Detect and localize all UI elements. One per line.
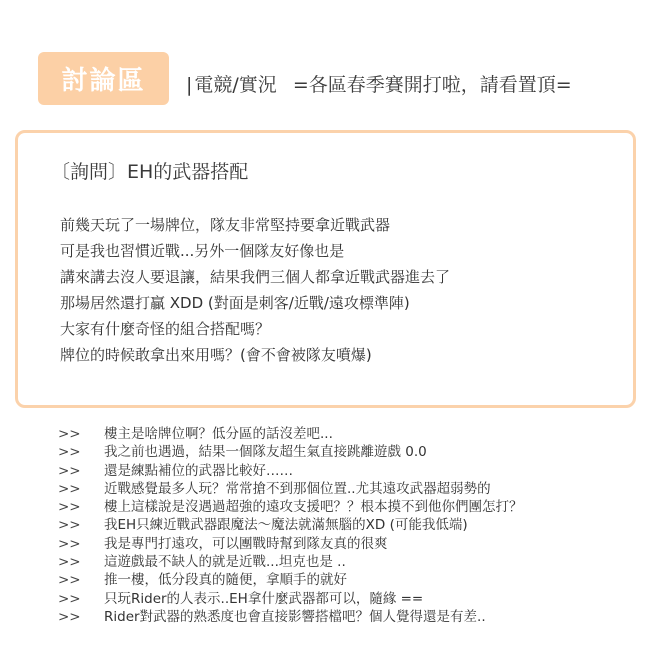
reply-marker: >>	[58, 499, 81, 516]
reply-text: 我EH只練近戰武器跟魔法～魔法就滿無腦的XD (可能我低端)	[104, 517, 468, 534]
post-body	[60, 212, 450, 368]
post-line: 大家有什麼奇怪的組合搭配嗎？	[60, 320, 271, 338]
post-line: 前幾天玩了一場牌位，隊友非常堅持要拿近戰武器	[60, 216, 391, 234]
reply-item	[58, 443, 523, 461]
reply-marker: >>	[58, 444, 81, 461]
reply-item	[58, 535, 523, 553]
reply-text: 推一樓，低分段真的隨便，拿順手的就好	[104, 572, 347, 589]
reply-text: 樓上這樣說是沒遇過超強的遠攻支援吧？？根本摸不到他你們團怎打？	[104, 499, 523, 516]
reply-marker: >>	[58, 608, 81, 625]
reply-text: 只玩Rider的人表示..EH拿什麼武器都可以，隨緣 ==	[104, 590, 424, 607]
post-title: 〔詢問〕EH的武器搭配	[51, 161, 249, 183]
reply-text: 我之前也遇過，結果一個隊友超生氣直接跳離遊戲 0.0	[104, 444, 427, 461]
reply-item	[58, 498, 523, 516]
board-category-link[interactable]: 電競/實況	[194, 74, 277, 96]
reply-item	[58, 462, 523, 480]
board-breadcrumb	[186, 70, 572, 97]
reply-text: 近戰感覺最多人玩？常常搶不到那個位置..尤其遠攻武器超弱勢的	[104, 480, 491, 497]
reply-item	[58, 553, 523, 571]
reply-text: Rider對武器的熟悉度也會直接影響搭檔吧？個人覺得還是有差..	[104, 608, 486, 625]
post-line: 可是我也習慣近戰...另外一個隊友好像也是	[60, 242, 345, 260]
board-badge[interactable]: 討論區	[38, 52, 169, 105]
reply-item	[58, 480, 523, 498]
reply-marker: >>	[58, 535, 81, 552]
pinned-topic-link[interactable]: =各區春季賽開打啦，請看置頂=	[292, 74, 572, 96]
post-line: 牌位的時候敢拿出來用嗎？(會不會被隊友噴爆)	[60, 346, 372, 364]
post-card	[15, 130, 636, 408]
reply-marker: >>	[58, 554, 81, 571]
breadcrumb-separator: |	[186, 74, 193, 96]
reply-marker: >>	[58, 590, 81, 607]
reply-list	[58, 425, 523, 626]
reply-item	[58, 571, 523, 589]
reply-item	[58, 425, 523, 443]
reply-marker: >>	[58, 462, 81, 479]
post-line: 那場居然還打贏 XDD (對面是刺客/近戰/遠攻標準陣)	[60, 294, 410, 312]
post-line: 講來講去沒人要退讓，結果我們三個人都拿近戰武器進去了	[60, 268, 451, 286]
reply-text: 還是練點補位的武器比較好……	[104, 462, 293, 479]
reply-text: 我是專門打遠攻，可以團戰時幫到隊友真的很爽	[104, 535, 388, 552]
reply-item	[58, 590, 523, 608]
reply-marker: >>	[58, 572, 81, 589]
reply-item	[58, 608, 523, 626]
reply-marker: >>	[58, 480, 81, 497]
reply-item	[58, 516, 523, 534]
reply-marker: >>	[58, 426, 81, 442]
reply-text: 樓主是啥牌位啊？低分區的話沒差吧...	[104, 426, 333, 442]
reply-marker: >>	[58, 517, 81, 534]
reply-text: 這遊戲最不缺人的就是近戰...坦克也是 ..	[104, 554, 346, 571]
